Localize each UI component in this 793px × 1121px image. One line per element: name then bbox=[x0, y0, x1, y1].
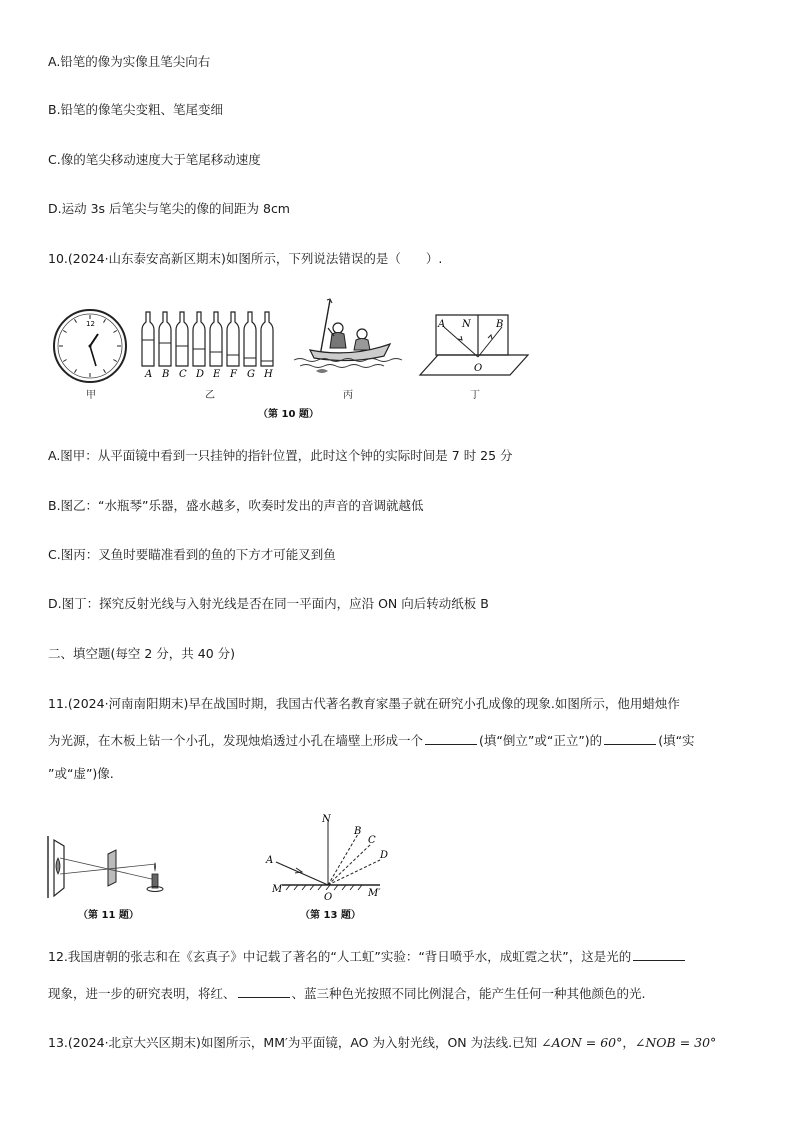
bottle-label-g: G bbox=[247, 369, 255, 380]
fig13-label-o: O bbox=[324, 892, 333, 903]
bottle-label-h: H bbox=[264, 369, 273, 380]
q12-line1 bbox=[48, 948, 687, 966]
q10-option-d: D.图丁：探究反射光线与入射光线是否在同一平面内，应沿 ON 向后转动纸板 B bbox=[48, 596, 489, 611]
q11-line2-part-b: (填“倒立”或“正立”)的 bbox=[479, 733, 603, 748]
fig13-label-m-prime: M′ bbox=[368, 888, 381, 899]
board-label-b: B bbox=[496, 319, 504, 330]
pinhole-figure bbox=[46, 832, 176, 902]
q11-line2-part-a: 为光源，在木板上钻一个小孔，发现烛焰透过小孔在墙壁上形成一个 bbox=[48, 733, 424, 748]
q9-option-a: A.铅笔的像为实像且笔尖向右 bbox=[48, 54, 211, 69]
q9-option-c: C.像的笔尖移动速度大于笔尾移动速度 bbox=[48, 152, 261, 167]
q10-option-a: A.图甲：从平面镜中看到一只挂钟的指针位置，此时这个钟的实际时间是 7 时 25 分 bbox=[48, 448, 513, 463]
q11-line2-part-c: (填“实 bbox=[658, 733, 695, 748]
q11-line3: ”或“虚”)像. bbox=[48, 766, 114, 781]
q10-stem: 10.(2024·山东泰安高新区期末)如图所示，下列说法错误的是（ ）. bbox=[48, 251, 443, 266]
board-label-n: N bbox=[462, 319, 471, 330]
fig13-label-n: N bbox=[322, 814, 331, 825]
board-label-a: A bbox=[438, 319, 446, 330]
q10-option-b: B.图乙：“水瓶琴”乐器，盛水越多，吹奏时发出的声音的音调就越低 bbox=[48, 498, 424, 513]
label-ding: 丁 bbox=[470, 390, 480, 401]
clock-figure bbox=[52, 308, 132, 388]
q10-option-c: C.图丙：叉鱼时要瞄准看到的鱼的下方才可能叉到鱼 bbox=[48, 547, 336, 562]
q13-figure-caption: （第 13 题） bbox=[300, 910, 361, 921]
bottle-label-e: E bbox=[213, 369, 221, 380]
fig13-label-a: A bbox=[266, 855, 274, 866]
q11-blank-2[interactable] bbox=[604, 732, 656, 745]
q12-blank-1[interactable] bbox=[633, 948, 685, 961]
q12-blank-2[interactable] bbox=[238, 985, 290, 998]
q12-line2-part-a: 现象，进一步的研究表明，将红、 bbox=[48, 986, 236, 1001]
q13-angle-nob: ∠NOB = 30° bbox=[634, 1035, 717, 1050]
bottle-label-b: B bbox=[162, 369, 170, 380]
q13-angle-aon: ∠AON = 60° bbox=[541, 1035, 623, 1050]
water-bottles-figure bbox=[140, 310, 280, 370]
reflection-rays-figure bbox=[262, 810, 392, 902]
section2-heading: 二、填空题(每空 2 分，共 40 分) bbox=[48, 646, 236, 661]
bottle-label-f: F bbox=[230, 369, 237, 380]
fig13-label-b: B bbox=[354, 826, 362, 837]
bottle-label-a: A bbox=[145, 369, 153, 380]
q12-line2 bbox=[48, 985, 646, 1003]
q9-option-d: D.运动 3s 后笔尖与笔尖的像的间距为 8cm bbox=[48, 201, 290, 216]
fig13-label-m: M bbox=[272, 884, 283, 895]
reflection-board-figure bbox=[418, 313, 528, 383]
label-bing: 丙 bbox=[343, 390, 353, 401]
q13-separator: ， bbox=[622, 1035, 635, 1050]
bottle-label-c: C bbox=[179, 369, 187, 380]
q11-line2 bbox=[48, 732, 695, 750]
q11-blank-1[interactable] bbox=[425, 732, 477, 745]
label-yi: 乙 bbox=[205, 390, 215, 401]
fishing-boat-figure bbox=[290, 298, 405, 378]
q13-line1-text: 13.(2024·北京大兴区期末)如图所示，MM′为平面镜，AO 为入射光线，ON 为法线.已知 bbox=[48, 1035, 542, 1050]
board-label-o: O bbox=[474, 363, 483, 374]
bottle-label-d: D bbox=[196, 369, 205, 380]
q10-figure-caption: （第 10 题） bbox=[258, 409, 319, 420]
q13-line1 bbox=[48, 1034, 716, 1052]
q9-option-b: B.铅笔的像笔尖变粗、笔尾变细 bbox=[48, 102, 224, 117]
bottle-letters bbox=[140, 366, 280, 380]
label-jia: 甲 bbox=[86, 390, 96, 401]
q11-figure-caption: （第 11 题） bbox=[78, 910, 139, 921]
q12-line1-text: 12.我国唐朝的张志和在《玄真子》中记载了著名的“人工虹”实验：“背日喷乎水，成虹霓之状”，这是光的 bbox=[48, 949, 632, 964]
fig13-label-c: C bbox=[368, 835, 376, 846]
fig13-label-d: D bbox=[380, 850, 389, 861]
q11-line1: 11.(2024·河南南阳期末)早在战国时期，我国古代著名教育家墨子就在研究小孔成像的现象.如图所示，他用蜡烛作 bbox=[48, 696, 680, 711]
clock-twelve-mark: 12 bbox=[86, 320, 95, 328]
q12-line2-part-b: 、蓝三种色光按照不同比例混合，能产生任何一种其他颜色的光. bbox=[291, 986, 646, 1001]
